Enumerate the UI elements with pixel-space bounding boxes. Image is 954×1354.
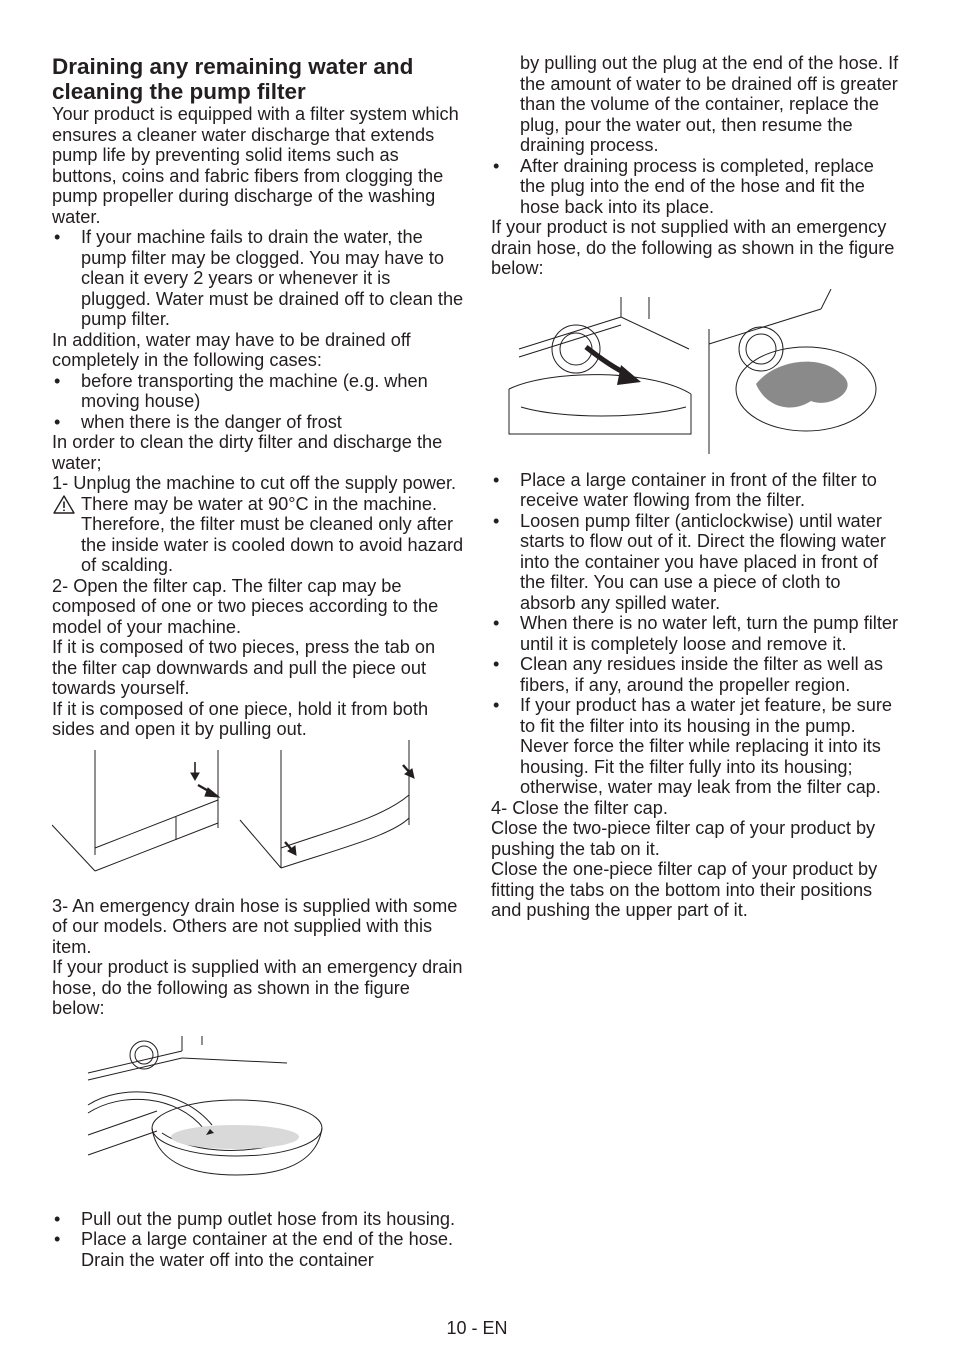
water-fill — [756, 361, 848, 407]
drain-hose-figure — [52, 1033, 464, 1193]
section-heading: Draining any remaining water and cleaning the pump filter — [52, 54, 414, 104]
cases-list — [52, 371, 464, 433]
list-item: • Loosen pump filter (anticlockwise) until water starts to flow out of it. Direct the flowing water into the container you have placed in front of the filter. You can use a piece of cloth to absorb any spilled water. — [491, 511, 901, 614]
list-item: • If your product has a water jet feature, be sure to fit the filter into its housing in the pump. Never force the filter while replacing it into its housing. Fit the filter fully into its housing; otherwise, water may leak from the filter cap. — [491, 695, 901, 798]
step-3: 3- An emergency drain hose is supplied with some of our models. Others are not supplied with this item. — [52, 895, 458, 957]
step-4: 4- Close the filter cap. — [491, 797, 668, 818]
list-item: • when there is the danger of frost — [52, 412, 464, 433]
left-column — [52, 52, 464, 1270]
list-item: • When there is no water left, turn the pump filter until it is completely loose and remove it. — [491, 613, 901, 654]
intro-paragraph: Your product is equipped with a filter system which ensures a cleaner water discharge that extends pump life by preventing solid items such as buttons, coins and fabric fibers from clogging the pump propeller during discharge of the washing water. — [52, 104, 459, 227]
warning-text: There may be water at 90°C in the machine. Therefore, the filter must be cleaned only after the inside water is cooled down to avoid hazard of scalding. — [81, 493, 464, 575]
list-item: • Place a large container in front of the filter to receive water flowing from the filter. — [491, 470, 901, 511]
right-column — [491, 53, 901, 921]
close-one-piece-paragraph: Close the one-piece filter cap of your product by fitting the tabs on the bottom into their positions and pushing the upper part of it. — [491, 859, 878, 920]
two-piece-cap-illustration — [52, 750, 218, 871]
arrow-icon — [586, 347, 641, 385]
one-piece-paragraph: If it is composed of one piece, hold it from both sides and open it by pulling out. — [52, 698, 429, 739]
filter-loosen-illustration — [509, 297, 691, 434]
one-piece-cap-illustration — [240, 740, 409, 868]
arrow-icon — [285, 765, 414, 855]
filter-steps-list — [491, 470, 901, 798]
hose-steps-list — [52, 1209, 464, 1271]
not-supplied-paragraph: If your product is not supplied with an emergency drain hose, do the following as shown in the figure below: — [491, 217, 895, 278]
hose-supplied-paragraph: If your product is supplied with an emergency drain hose, do the following as shown in the figure below: — [52, 957, 463, 1018]
list-item: • Place a large container at the end of the hose. Drain the water off into the container — [52, 1229, 464, 1270]
step-2: 2- Open the filter cap. The filter cap may be composed of one or two pieces according to the model of your machine. — [52, 575, 439, 637]
after-draining-list — [491, 156, 901, 218]
filter-cap-figure — [52, 740, 464, 880]
step-1: 1- Unplug the machine to cut off the supply power. — [52, 473, 457, 493]
page-number: 10 - EN — [446, 1318, 508, 1338]
filter-removal-figure — [491, 289, 901, 454]
list-item: • Clean any residues inside the filter as well as fibers, if any, around the propeller region. — [491, 654, 901, 695]
list-item: • Pull out the pump outlet hose from its housing. — [52, 1209, 464, 1230]
warning-triangle-icon — [53, 495, 75, 514]
in-order-paragraph: In order to clean the dirty filter and discharge the water; — [52, 432, 443, 473]
two-pieces-paragraph: If it is composed of two pieces, press the tab on the filter cap downwards and pull the piece out towards yourself. — [52, 637, 436, 698]
arrow-icon — [191, 762, 219, 797]
clogged-list — [52, 227, 464, 330]
close-two-piece-paragraph: Close the two-piece filter cap of your product by pushing the tab on it. — [491, 818, 876, 859]
in-addition-paragraph: In addition, water may have to be drained off completely in the following cases: — [52, 329, 411, 370]
warning-note — [52, 494, 464, 576]
list-item: • before transporting the machine (e.g. when moving house) — [52, 371, 464, 412]
list-item: • After draining process is completed, replace the plug into the end of the hose and fit the hose back into its place. — [491, 156, 901, 218]
list-item: • If your machine fails to drain the water, the pump filter may be clogged. You may have to clean it every 2 years or whenever it is plugged. Water must be drained off to clean the pump filter. — [52, 227, 464, 330]
continued-paragraph: by pulling out the plug at the end of the hose. If the amount of water to be drained off is greater than the volume of the container, replace the plug, pour the water out, then resume the draining process. — [520, 53, 899, 155]
